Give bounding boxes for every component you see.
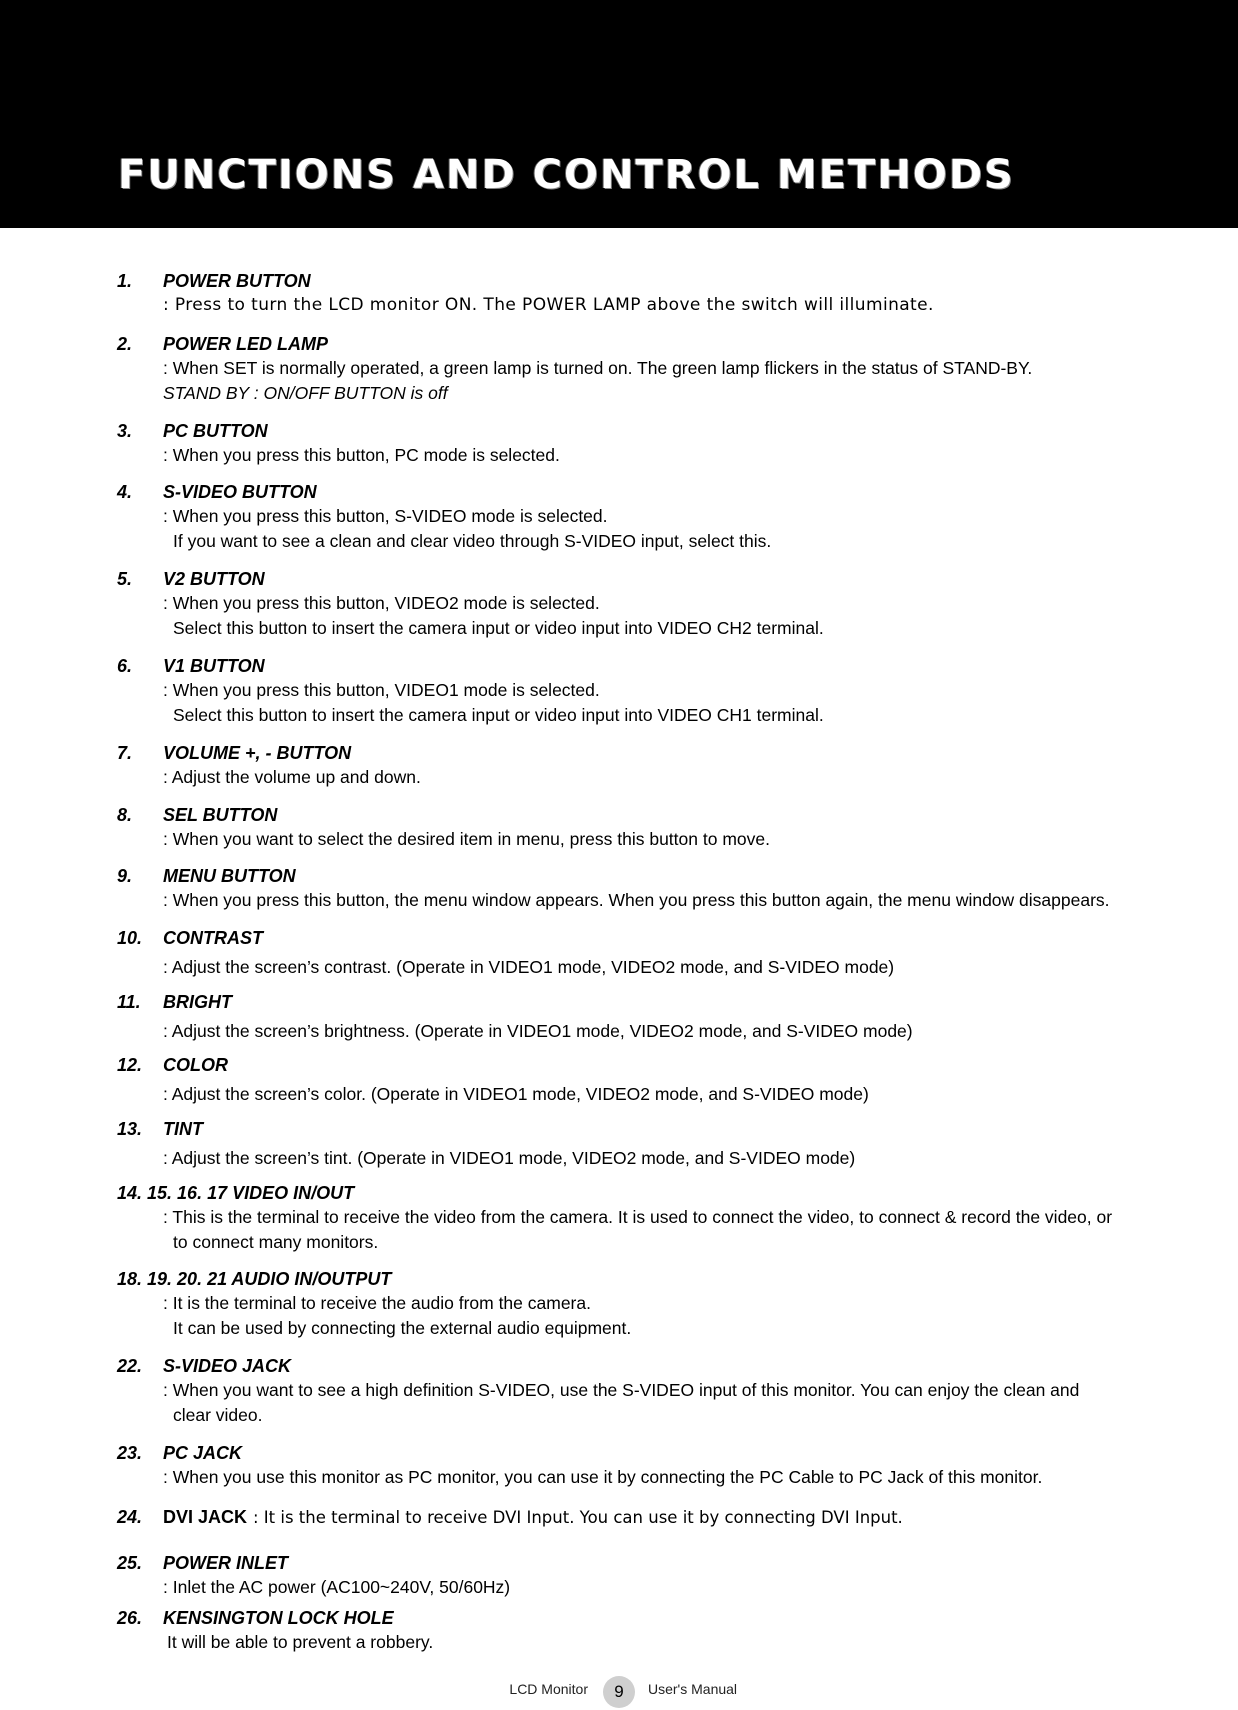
item-heading: 14. 15. 16. 17 VIDEO IN/OUT bbox=[117, 1183, 355, 1203]
item-description bbox=[163, 1146, 855, 1171]
description-line: : Adjust the screen’s brightness. (Operate in VIDEO1 mode, VIDEO2 mode, and S-VIDEO mode) bbox=[163, 1021, 913, 1041]
item-description bbox=[163, 1575, 510, 1600]
item-number: 2. bbox=[117, 334, 133, 354]
item-description bbox=[163, 1465, 1042, 1490]
item-heading: V1 BUTTON bbox=[163, 656, 265, 676]
item-description bbox=[163, 678, 824, 728]
item-heading: PC BUTTON bbox=[163, 421, 268, 441]
item-number: 25. bbox=[117, 1553, 143, 1573]
description-line: : Inlet the AC power (AC100~240V, 50/60Hz) bbox=[163, 1577, 511, 1597]
description-line: It will be able to prevent a robbery. bbox=[167, 1632, 434, 1652]
description-line: Select this button to insert the camera input or video input into VIDEO CH1 terminal. bbox=[173, 705, 824, 725]
description-line: : It is the terminal to receive DVI Input. You can use it by connecting DVI Input. bbox=[253, 1508, 903, 1527]
item-number: 1. bbox=[117, 271, 133, 291]
description-line: : When you press this button, the menu window appears. When you press this button again, the menu window disappears. bbox=[163, 890, 1110, 910]
item-number: 9. bbox=[117, 866, 133, 886]
item-description bbox=[253, 1507, 903, 1528]
description-line: : Adjust the screen’s contrast. (Operate in VIDEO1 mode, VIDEO2 mode, and S-VIDEO mode) bbox=[163, 957, 895, 977]
item-heading: CONTRAST bbox=[163, 928, 263, 948]
item-heading: S-VIDEO BUTTON bbox=[163, 482, 317, 502]
item-description bbox=[163, 1291, 631, 1341]
item-number: 4. bbox=[117, 482, 133, 502]
description-line: It can be used by connecting the external audio equipment. bbox=[173, 1318, 632, 1338]
item-number: 6. bbox=[117, 656, 133, 676]
item-heading: DVI JACK bbox=[163, 1507, 248, 1527]
description-line: : When SET is normally operated, a green lamp is turned on. The green lamp flickers in the status of STAND-BY. bbox=[163, 358, 1033, 378]
description-line: : When you use this monitor as PC monitor, you can use it by connecting the PC Cable to PC Jack of this monitor. bbox=[163, 1467, 1043, 1487]
item-number: 13. bbox=[117, 1119, 143, 1139]
item-description bbox=[163, 1082, 869, 1107]
item-description bbox=[163, 1378, 1079, 1428]
description-line: If you want to see a clean and clear video through S-VIDEO input, select this. bbox=[173, 531, 772, 551]
description-line: : When you press this button, S-VIDEO mode is selected. bbox=[163, 506, 608, 526]
item-heading: COLOR bbox=[163, 1055, 228, 1075]
page-footer bbox=[0, 1676, 1238, 1706]
item-description bbox=[163, 827, 770, 852]
item-description bbox=[163, 293, 934, 318]
description-line: Select this button to insert the camera input or video input into VIDEO CH2 terminal. bbox=[173, 618, 824, 638]
item-number: 22. bbox=[117, 1356, 143, 1376]
item-heading: POWER BUTTON bbox=[163, 271, 311, 291]
item-description bbox=[163, 504, 771, 554]
item-description bbox=[163, 1205, 1112, 1255]
item-heading: VOLUME +, - BUTTON bbox=[163, 743, 352, 763]
item-description bbox=[163, 1019, 913, 1044]
description-line: : This is the terminal to receive the video from the camera. It is used to connect the video, to connect & record the video, or bbox=[163, 1207, 1113, 1227]
item-number: 10. bbox=[117, 928, 143, 948]
item-description bbox=[163, 765, 421, 790]
description-line: : When you press this button, PC mode is selected. bbox=[163, 445, 560, 465]
item-number: 12. bbox=[117, 1055, 143, 1075]
item-heading: MENU BUTTON bbox=[163, 866, 296, 886]
item-heading: BRIGHT bbox=[163, 992, 232, 1012]
page-number: 9 bbox=[603, 1676, 635, 1708]
item-number: 5. bbox=[117, 569, 133, 589]
description-line: : When you press this button, VIDEO1 mode is selected. bbox=[163, 680, 600, 700]
footer-manual-name: User's Manual bbox=[648, 1681, 738, 1697]
description-line: : When you press this button, VIDEO2 mode is selected. bbox=[163, 593, 600, 613]
item-heading: V2 BUTTON bbox=[163, 569, 265, 589]
item-description bbox=[163, 955, 894, 980]
footer-product-name: LCD Monitor bbox=[509, 1681, 588, 1697]
description-line: : Press to turn the LCD monitor ON. The POWER LAMP above the switch will illuminate. bbox=[163, 295, 934, 315]
description-line: STAND BY : ON/OFF BUTTON is off bbox=[163, 383, 448, 403]
item-heading: KENSINGTON LOCK HOLE bbox=[163, 1608, 394, 1628]
description-line: : When you want to select the desired item in menu, press this button to move. bbox=[163, 829, 770, 849]
description-line: : It is the terminal to receive the audio from the camera. bbox=[163, 1293, 591, 1313]
item-heading: TINT bbox=[163, 1119, 203, 1139]
item-heading: PC JACK bbox=[163, 1443, 243, 1463]
item-number: 3. bbox=[117, 421, 133, 441]
item-heading: SEL BUTTON bbox=[163, 805, 278, 825]
item-number: 11. bbox=[117, 992, 141, 1012]
description-line: : When you want to see a high definition S-VIDEO, use the S-VIDEO input of this monitor. You can enjoy the clean and bbox=[163, 1380, 1080, 1400]
item-description bbox=[163, 356, 1032, 406]
item-description bbox=[163, 591, 824, 641]
page-title: FUNCTIONS AND CONTROL METHODS bbox=[118, 152, 1015, 198]
description-line: : Adjust the screen’s color. (Operate in VIDEO1 mode, VIDEO2 mode, and S-VIDEO mode) bbox=[163, 1084, 869, 1104]
description-line: clear video. bbox=[173, 1405, 263, 1425]
item-number: 24. bbox=[117, 1507, 143, 1527]
item-number: 26. bbox=[117, 1608, 143, 1628]
item-description bbox=[163, 443, 560, 468]
item-description bbox=[163, 1630, 433, 1655]
item-heading: S-VIDEO JACK bbox=[163, 1356, 292, 1376]
item-heading: 18. 19. 20. 21 AUDIO IN/OUTPUT bbox=[117, 1269, 392, 1289]
item-description bbox=[163, 888, 1110, 913]
item-heading: POWER INLET bbox=[163, 1553, 288, 1573]
item-number: 8. bbox=[117, 805, 133, 825]
description-line: : Adjust the volume up and down. bbox=[163, 767, 421, 787]
item-heading: POWER LED LAMP bbox=[163, 334, 328, 354]
item-number: 7. bbox=[117, 743, 133, 763]
description-line: : Adjust the screen’s tint. (Operate in VIDEO1 mode, VIDEO2 mode, and S-VIDEO mode) bbox=[163, 1148, 856, 1168]
header-banner bbox=[0, 0, 1238, 228]
description-line: to connect many monitors. bbox=[173, 1232, 379, 1252]
item-number: 23. bbox=[117, 1443, 143, 1463]
